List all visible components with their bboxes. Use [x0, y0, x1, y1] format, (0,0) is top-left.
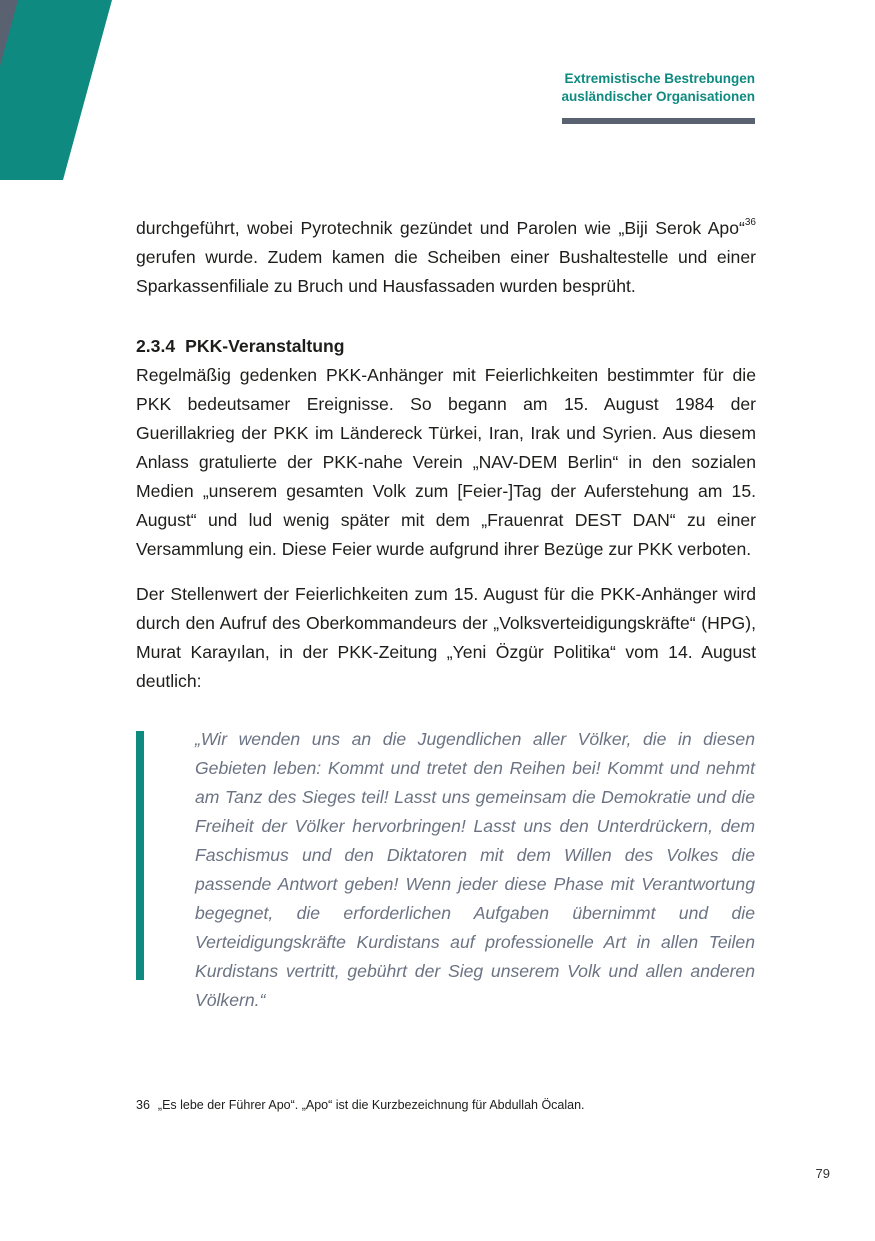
quote-accent-bar: [136, 731, 144, 980]
footnote-number: 36: [136, 1098, 150, 1112]
running-header: [455, 70, 755, 106]
paragraph-continuation: [136, 214, 756, 301]
paragraph1-text-b: gerufen wurde. Zudem kamen die Scheiben einer Bushaltestelle und einer Sparkassenfiliale zu Bruch und Hausfassaden wurden besprüht.: [136, 247, 756, 296]
section-number: 2.3.4: [136, 336, 176, 356]
running-header-line1: Extremistische Bestrebungen: [564, 71, 755, 86]
footnote: [136, 1096, 585, 1114]
paragraph-pkk-events: Regelmäßig gedenken PKK-Anhänger mit Feierlichkeiten bestimmter für die PKK bedeutsamer Ereignisse. So begann am 15. August 1984 der Guerillakrieg der PKK im Ländereck Türkei, Iran, Irak und Syrien. Aus diesem Anlass gratulierte der PKK-nahe Verein „NAV-DEM Berlin“ in den sozialen Medien „unserem gesamten Volk zum [Feier-]Tag der Auferstehung am 15. August“ und lud wenig später mit dem „Frauenrat DEST DAN“ zu einer Versammlung ein. Diese Feier wurde aufgrund ihrer Bezüge zur PKK verboten.: [136, 365, 756, 559]
footnote-text: „Es lebe der Führer Apo“. „Apo“ ist die Kurzbezeichnung für Abdullah Öcalan.: [157, 1098, 585, 1112]
running-header-line2: ausländischer Organisationen: [561, 89, 755, 104]
corner-teal-band: [0, 0, 112, 180]
paragraph1-text-a: durchgeführt, wobei Pyrotechnik gezündet und Parolen wie „Biji Serok Apo“: [136, 218, 745, 238]
section-heading: [136, 332, 345, 361]
page-number: 79: [815, 1166, 830, 1181]
section-title: PKK-Veranstaltung: [185, 336, 345, 356]
corner-decoration: [0, 0, 120, 180]
block-quote: „Wir wenden uns an die Jugendlichen aller Völker, die in diesen Gebieten leben: Kommt und tretet den Reihen bei! Kommt und nehmt am Tanz des Sieges teil! Lasst uns gemeinsam die Demokratie und die Freiheit der Völker hervorbringen! Lasst uns den Unterdrückern, dem Faschismus und den Diktatoren mit dem Willen des Volkes die passende Antwort geben! Wenn jeder diese Phase mit Verantwortung begegnet, die erforderlichen Aufgaben übernimmt und die Verteidigungskräfte Kurdistans auf professionelle Art in allen Teilen Kurdistans vertritt, gebührt der Sieg unserem Volk und allen anderen Völkern.“: [195, 729, 755, 1010]
paragraph-significance: Der Stellenwert der Feierlichkeiten zum 15. August für die PKK-Anhänger wird durch den Aufruf des Oberkommandeurs der „Volksverteidigungskräfte“ (HPG), Murat Karayılan, in der PKK-Zeitung „Yeni Özgür Politika“ vom 14. August deutlich:: [136, 584, 756, 691]
header-rule: [562, 118, 755, 124]
footnote-reference[interactable]: 36: [744, 217, 756, 228]
